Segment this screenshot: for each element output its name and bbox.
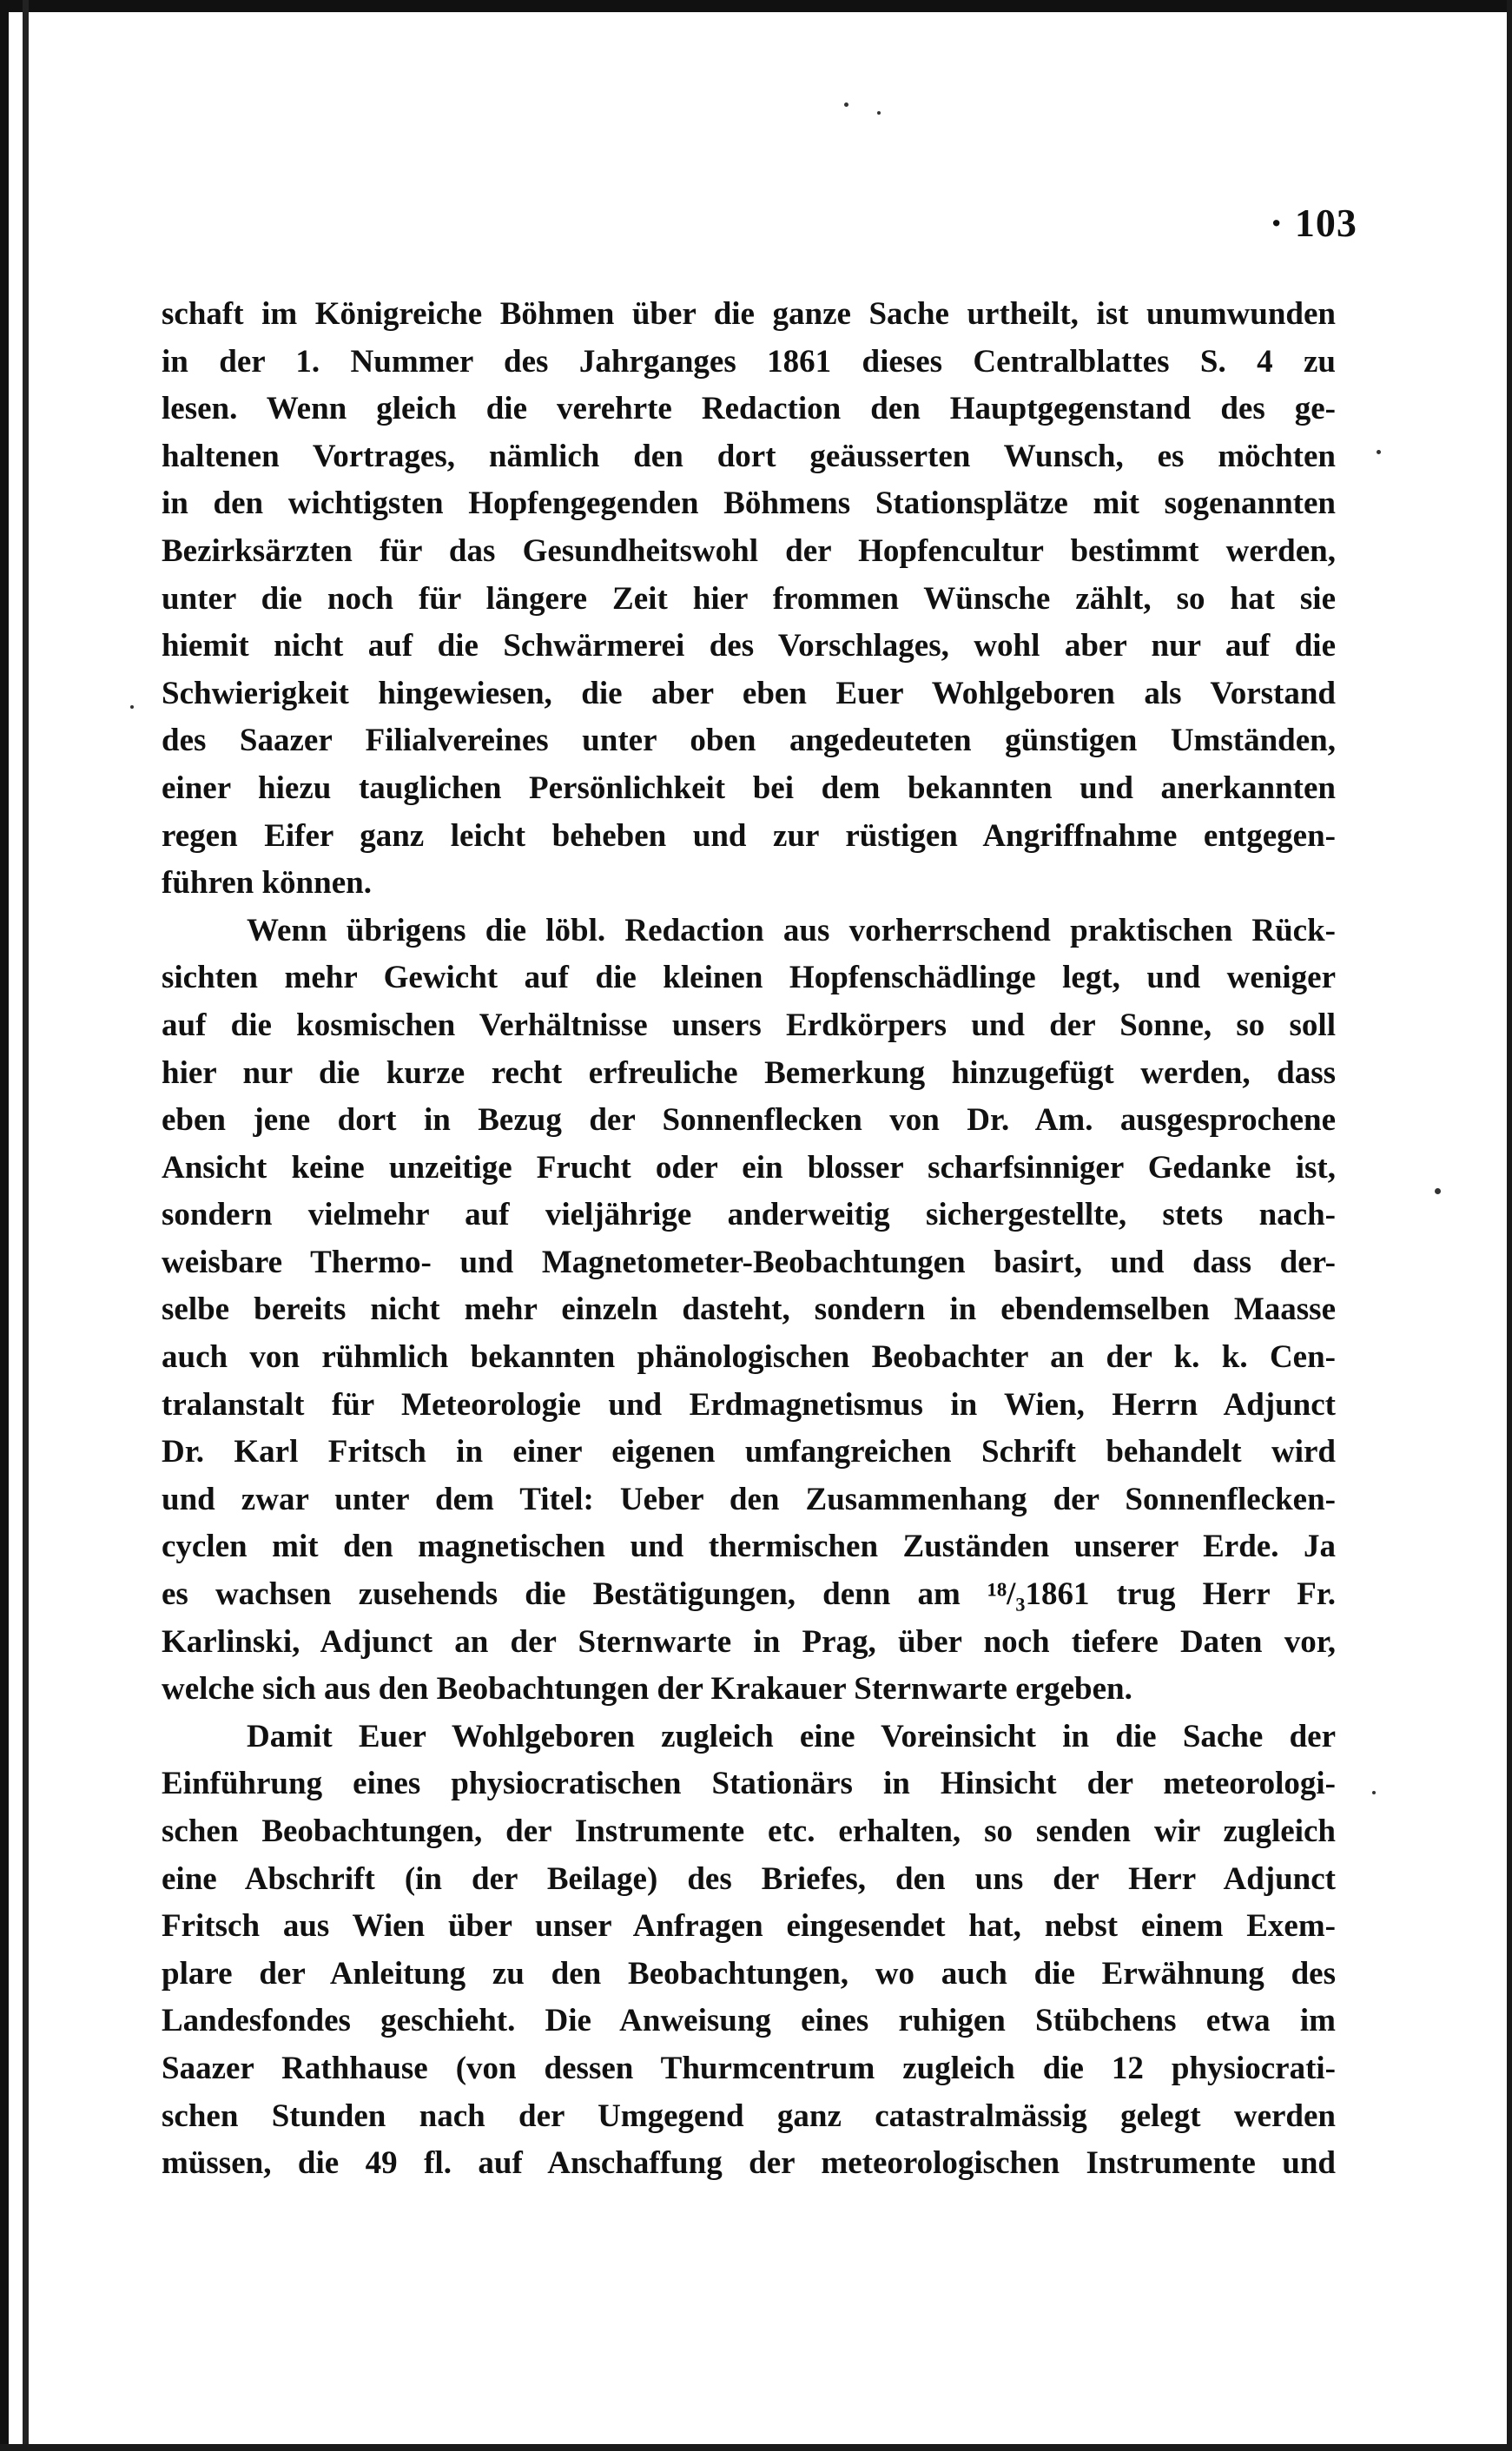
text-line: des Saazer Filialvereines unter oben angedeuteten günstigen Umständen, xyxy=(162,723,1336,759)
scan-speck xyxy=(844,102,848,107)
text-line: Bezirksärzten für das Gesundheitswohl der Hopfencultur bestimmt werden, xyxy=(162,532,1336,569)
text-line: es wachsen zusehends die Bestätigungen, denn am ¹⁸/₃1861 trug Herr Fr. xyxy=(162,1576,1336,1613)
scan-border-left-inner xyxy=(23,0,29,2451)
text-line: führen können. xyxy=(162,865,372,902)
scan-speck xyxy=(1435,1188,1441,1194)
text-line: haltenen Vortrages, nämlich den dort geäusserten Wunsch, es möchten xyxy=(162,438,1336,474)
text-line: selbe bereits nicht mehr einzeln dasteht, sondern in ebendemselben Maasse xyxy=(162,1292,1336,1328)
text-line: müssen, die 49 fl. auf Anschaffung der meteorologischen Instrumente und xyxy=(162,2145,1336,2182)
scan-speck xyxy=(130,705,134,709)
body-text xyxy=(162,291,1336,2188)
text-line: Dr. Karl Fritsch in einer eigenen umfangreichen Schrift behandelt wird xyxy=(162,1434,1336,1470)
scan-border-bottom xyxy=(0,2444,1512,2451)
text-line: eine Abschrift (in der Beilage) des Briefes, den uns der Herr Adjunct xyxy=(162,1860,1336,1897)
text-line: schen Stunden nach der Umgegend ganz catastralmässig gelegt werden xyxy=(162,2098,1336,2134)
text-line: sichten mehr Gewicht auf die kleinen Hopfenschädlinge legt, und weniger xyxy=(162,960,1336,996)
paragraph-3 xyxy=(162,1714,1336,2188)
scan-speck xyxy=(1377,450,1381,454)
text-line: lesen. Wenn gleich die verehrte Redaction den Hauptgegenstand des ge- xyxy=(162,391,1336,427)
text-line: Landesfondes geschieht. Die Anweisung eines ruhigen Stübchens etwa im xyxy=(162,2003,1336,2039)
text-line: cyclen mit den magnetischen und thermischen Zuständen unserer Erde. Ja xyxy=(162,1529,1336,1565)
text-line: eben jene dort in Bezug der Sonnenflecken von Dr. Am. ausgesprochene xyxy=(162,1102,1336,1139)
text-line: Ansicht keine unzeitige Frucht oder ein blosser scharfsinniger Gedanke ist, xyxy=(162,1149,1336,1186)
text-line: Einführung eines physiocratischen Stationärs in Hinsicht der meteorologi- xyxy=(162,1766,1336,1802)
text-line: sondern vielmehr auf vieljährige anderweitig sichergestellte, stets nach- xyxy=(162,1197,1336,1233)
text-line: auch von rühmlich bekannten phänologischen Beobachter an der k. k. Cen- xyxy=(162,1339,1336,1376)
text-line: schaft im Königreiche Böhmen über die ganze Sache urtheilt, ist unumwunden xyxy=(162,296,1336,332)
text-line: Wenn übrigens die löbl. Redaction aus vorherrschend praktischen Rück- xyxy=(247,912,1336,948)
text-line: Schwierigkeit hingewiesen, die aber eben Euer Wohlgeboren als Vorstand xyxy=(162,675,1336,711)
text-line: plare der Anleitung zu den Beobachtungen, wo auch die Erwähnung des xyxy=(162,1955,1336,1992)
scan-border-left xyxy=(0,0,9,2451)
text-line: regen Eifer ganz leicht beheben und zur rüstigen Angriffnahme entgegen- xyxy=(162,817,1336,854)
scan-border-top xyxy=(0,0,1512,12)
paragraph-2 xyxy=(162,908,1336,1714)
text-line: schen Beobachtungen, der Instrumente etc. erhalten, so senden wir zugleich xyxy=(162,1813,1336,1849)
text-line: tralanstalt für Meteorologie und Erdmagnetismus in Wien, Herrn Adjunct xyxy=(162,1386,1336,1423)
text-line: Saazer Rathhause (von dessen Thurmcentrum zugleich die 12 physiocrati- xyxy=(162,2050,1336,2086)
page-number-value: 103 xyxy=(1294,201,1357,245)
text-line: Fritsch aus Wien über unser Anfragen eingesendet hat, nebst einem Exem- xyxy=(162,1908,1336,1945)
text-line: hiemit nicht auf die Schwärmerei des Vorschlages, wohl aber nur auf die xyxy=(162,628,1336,664)
page-number xyxy=(1270,200,1357,246)
text-line: weisbare Thermo- und Magnetometer-Beobachtungen basirt, und dass der- xyxy=(162,1244,1336,1280)
text-line: auf die kosmischen Verhältnisse unsers Erdkörpers und der Sonne, so soll xyxy=(162,1007,1336,1043)
text-line: Karlinski, Adjunct an der Sternwarte in Prag, über noch tiefere Daten vor, xyxy=(162,1623,1336,1660)
text-line: in der 1. Nummer des Jahrganges 1861 dieses Centralblattes S. 4 zu xyxy=(162,343,1336,380)
page-number-prefix: · xyxy=(1270,201,1295,245)
text-line: welche sich aus den Beobachtungen der Krakauer Sternwarte ergeben. xyxy=(162,1671,1132,1708)
text-line: Damit Euer Wohlgeboren zugleich eine Voreinsicht in die Sache der xyxy=(247,1718,1336,1754)
text-line: unter die noch für längere Zeit hier frommen Wünsche zählt, so hat sie xyxy=(162,580,1336,617)
text-line: und zwar unter dem Titel: Ueber den Zusammenhang der Sonnenflecken- xyxy=(162,1481,1336,1517)
paragraph-1 xyxy=(162,291,1336,908)
scan-speck xyxy=(1372,1791,1376,1794)
scan-border-right xyxy=(1507,0,1512,2451)
text-line: einer hiezu tauglichen Persönlichkeit bei dem bekannten und anerkannten xyxy=(162,770,1336,806)
text-line: in den wichtigsten Hopfengegenden Böhmens Stationsplätze mit sogenannten xyxy=(162,486,1336,522)
scan-speck xyxy=(877,111,881,115)
text-line: hier nur die kurze recht erfreuliche Bemerkung hinzugefügt werden, dass xyxy=(162,1054,1336,1091)
